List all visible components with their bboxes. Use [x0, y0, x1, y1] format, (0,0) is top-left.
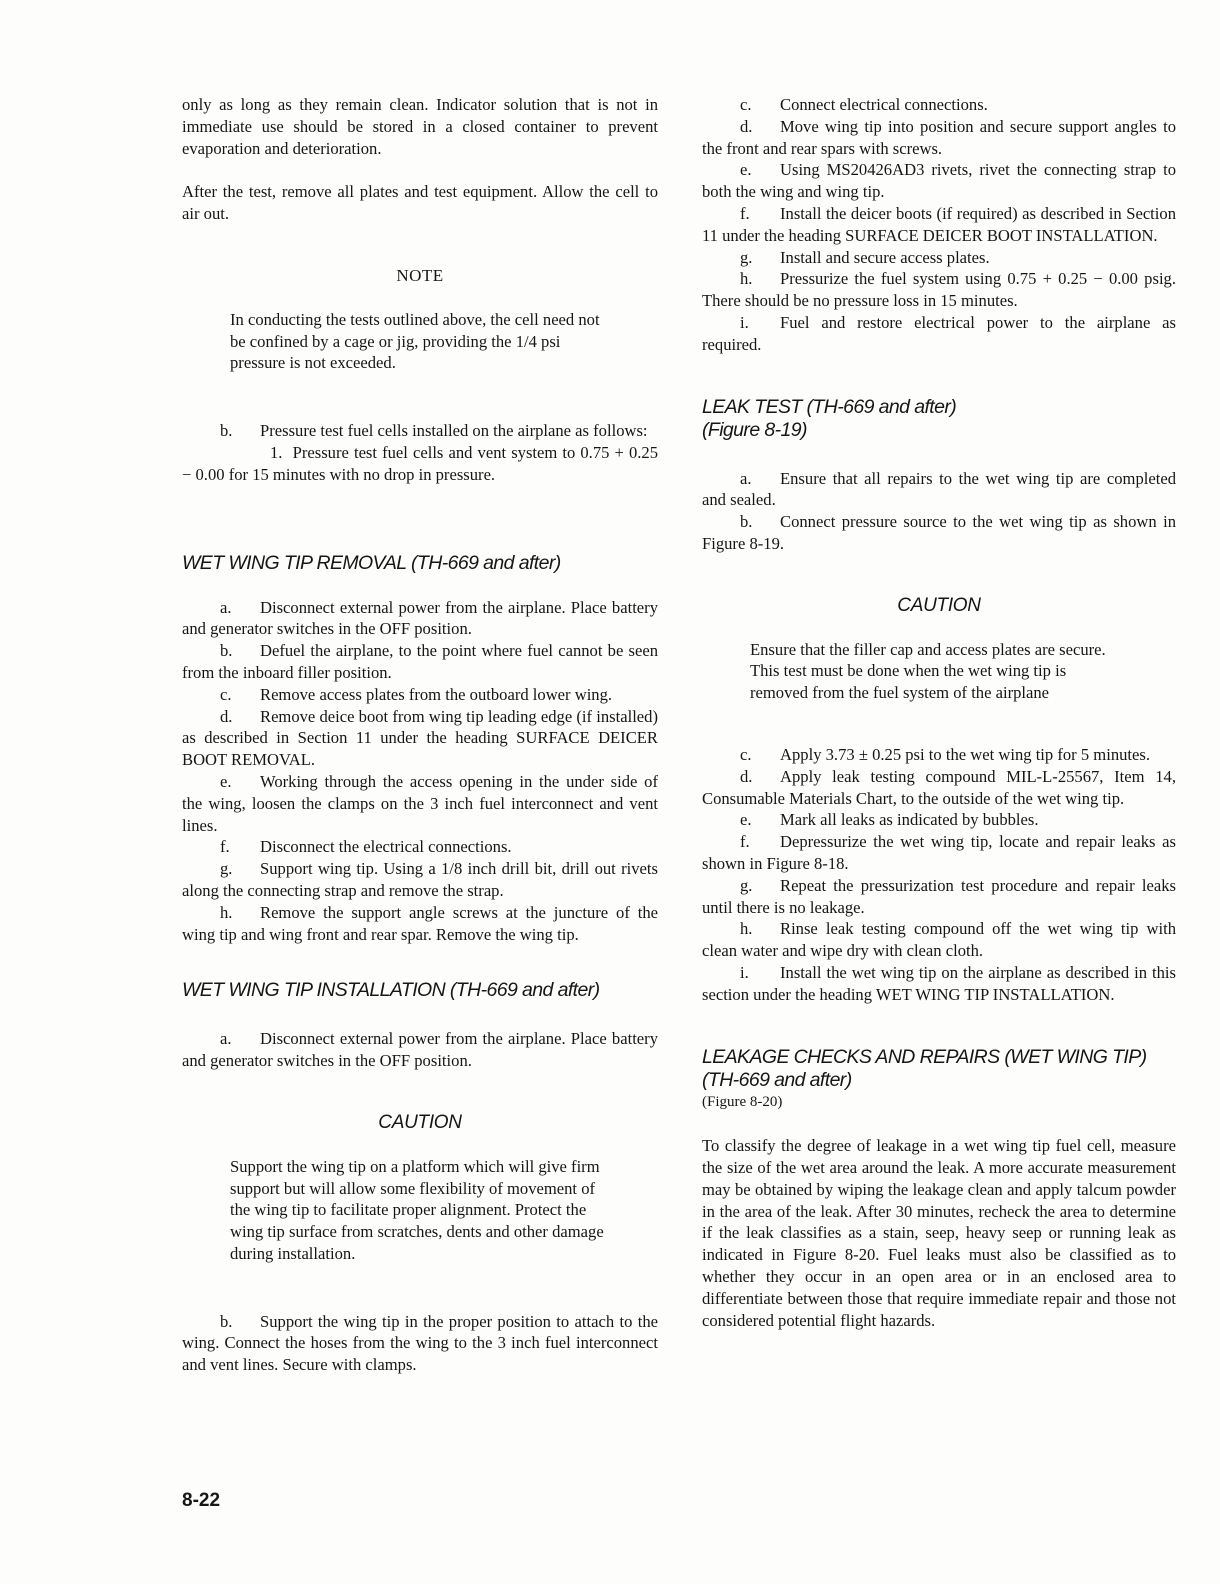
step-text: Move wing tip into position and secure support angles to the front and rear spars with screws. — [702, 116, 1176, 158]
step-label: b. — [220, 641, 233, 661]
leakage-paragraph: To classify the degree of leakage in a wet wing tip fuel cell, measure the size of the wet area around the leak. A more accurate measurement may be obtained by wiping the leakage clean and apply talcum powder in the area of the leak. After 30 minutes, recheck the area to determine if the leak classifies as a stain, seep, heavy seep or running leak as indicated in Figure 8-20. Fuel leaks must also be classified as to whether they occur in an open area or in an enclosed area to differentiate between those that require immediate repair and those not considered potential flight hazards. — [702, 1136, 1176, 1330]
step-text: Remove the support angle screws at the juncture of the wing tip and wing front and rear spar. Remove the wing tip. — [182, 902, 658, 944]
step-label: h. — [740, 269, 753, 289]
step-label: f. — [220, 837, 230, 857]
step-text: Support wing tip. Using a 1/8 inch drill bit, drill out rivets along the connecting strap and remove the strap. — [182, 859, 658, 900]
removal-step-d — [182, 706, 658, 771]
caution-body: Ensure that the filler cap and access plates are secure. This test must be done when the wet wing tip is removed from the fuel system of the airplane — [750, 639, 1106, 703]
page-number: 8-22 — [182, 1490, 221, 1511]
step-label: d. — [740, 116, 753, 136]
leak-test-figure-ref: (Figure 8-19) — [702, 418, 807, 441]
install-step-a — [182, 1028, 658, 1072]
step-text: Using MS20426AD3 rivets, rivet the connecting strap to both the wing and wing tip. — [702, 160, 1176, 202]
step-text: Working through the access opening in the under side of the wing, loosen the clamps on the 3 inch fuel interconnect and vent lines. — [182, 771, 658, 835]
step-label: a. — [220, 597, 232, 617]
step-text: Rinse leak testing compound off the wet wing tip with clean water and wipe dry with clean cloth. — [702, 919, 1176, 961]
step-text: Fuel and restore electrical power to the airplane as required. — [702, 312, 1176, 354]
step-text: Remove deice boot from wing tip leading edge (if installed) as described in Section 11 under the heading SURFACE DEICER BOOT REMOVAL. — [182, 706, 658, 770]
removal-step-e — [182, 771, 658, 836]
note-body: In conducting the tests outlined above, the cell need not be confined by a cage or jig, providing the 1/4 psi pressure is not exceeded. — [230, 309, 600, 373]
leak-step-i — [702, 962, 1176, 1006]
step-label: f. — [740, 203, 750, 223]
caution-heading: CAUTION — [378, 1111, 462, 1133]
leak-step-g — [702, 875, 1176, 919]
step-label: c. — [220, 684, 232, 704]
install-step-e — [702, 159, 1176, 203]
removal-step-h — [182, 902, 658, 946]
step-text: Defuel the airplane, to the point where fuel cannot be seen from the inboard filler position. — [182, 641, 658, 682]
leak-step-d — [702, 766, 1176, 810]
step-text: Remove access plates from the outboard lower wing. — [260, 684, 613, 704]
step-label: b. — [740, 512, 753, 532]
step-text: Ensure that all repairs to the wet wing tip are completed and sealed. — [702, 468, 1176, 510]
leakage-checks-heading: LEAKAGE CHECKS AND REPAIRS (WET WING TIP) — [702, 1045, 1147, 1068]
caution-heading: CAUTION — [897, 594, 981, 616]
continued-paragraph: only as long as they remain clean. Indicator solution that is not in immediate use should be stored in a closed container to prevent evaporation and deterioration. — [182, 95, 658, 158]
left-column — [182, 94, 658, 1376]
install-steps-continued — [702, 94, 1176, 356]
leak-step-c — [702, 744, 1176, 766]
install-step-h — [702, 268, 1176, 312]
install-step-c — [702, 94, 1176, 116]
step-label: e. — [740, 160, 752, 180]
step-label: e. — [740, 810, 752, 830]
step-label: g. — [740, 247, 753, 267]
removal-step-f — [182, 836, 658, 858]
step-text: Repeat the pressurization test procedure and repair leaks until there is no leakage. — [702, 875, 1176, 917]
step-text: Install and secure access plates. — [780, 247, 990, 267]
step-text: Apply leak testing compound MIL-L-25567, Item 14, Consumable Materials Chart, to the outside of the wet wing tip. — [702, 766, 1176, 808]
removal-heading: WET WING TIP REMOVAL (TH-669 and after) — [182, 551, 561, 574]
step-label: b. — [220, 421, 233, 441]
leak-step-f — [702, 831, 1176, 875]
removal-step-c — [182, 684, 658, 706]
step-label: g. — [220, 859, 233, 879]
step-text: Install the wet wing tip on the airplane as described in this section under the heading WET WING TIP INSTALLATION. — [702, 962, 1176, 1004]
leak-step-b — [702, 511, 1176, 555]
step-text: Apply 3.73 ± 0.25 psi to the wet wing tip for 5 minutes. — [780, 744, 1150, 764]
step-text: Support the wing tip in the proper position to attach to the wing. Connect the hoses from the wing to the 3 inch fuel interconnect and vent lines. Secure with clamps. — [182, 1311, 658, 1375]
substep-label: 1. — [270, 442, 283, 462]
step-label: f. — [740, 832, 750, 852]
step-text: Depressurize the wet wing tip, locate and repair leaks as shown in Figure 8-18. — [702, 832, 1176, 873]
step-label: c. — [740, 95, 752, 114]
install-step-d — [702, 116, 1176, 160]
leak-step-e — [702, 809, 1176, 831]
leak-step-a — [702, 468, 1176, 512]
removal-step-a — [182, 597, 658, 641]
leak-test-heading: LEAK TEST (TH-669 and after) — [702, 395, 957, 418]
installation-heading: WET WING TIP INSTALLATION (TH-669 and after) — [182, 979, 600, 1002]
step-label: c. — [740, 744, 752, 764]
step-label: h. — [740, 919, 753, 939]
leak-step-h — [702, 918, 1176, 962]
step-text: Pressurize the fuel system using 0.75 + 0.25 − 0.00 psig. There should be no pressure loss in 15 minutes. — [702, 269, 1176, 311]
step-label: d. — [740, 766, 753, 786]
step-label: a. — [220, 1029, 232, 1049]
removal-step-g — [182, 858, 658, 902]
leak-steps-part1 — [702, 468, 1176, 555]
step-label: a. — [740, 468, 752, 488]
step-text: Connect electrical connections. — [780, 95, 988, 114]
step-label: b. — [220, 1311, 233, 1331]
substep-text: Pressure test fuel cells and vent system to 0.75 + 0.25 − 0.00 for 15 minutes with no drop in pressure. — [182, 442, 658, 484]
leak-steps-part2 — [702, 744, 1176, 1006]
install-step-f — [702, 203, 1176, 247]
substep-1 — [182, 442, 658, 486]
step-b-pressure-test — [182, 420, 658, 442]
right-column — [702, 94, 1176, 1331]
step-label: i. — [740, 962, 749, 982]
step-label: i. — [740, 312, 749, 332]
removal-step-b — [182, 640, 658, 684]
leakage-checks-subheading: (TH-669 and after) — [702, 1068, 852, 1091]
leakage-figure-ref: (Figure 8-20) — [702, 1093, 783, 1110]
step-label: e. — [220, 771, 232, 791]
note-heading: NOTE — [396, 265, 444, 285]
install-step-i — [702, 312, 1176, 356]
step-label: d. — [220, 706, 233, 726]
caution-body: Support the wing tip on a platform which will give firm support but will allow some flexibility of movement of the wing tip to facilitate proper alignment. Protect the wing tip surface from scratches, dents and other damage during installation. — [230, 1156, 604, 1263]
step-text: Pressure test fuel cells installed on the airplane as follows: — [260, 421, 648, 441]
step-label: h. — [220, 902, 233, 922]
step-text: Mark all leaks as indicated by bubbles. — [780, 810, 1039, 830]
step-text: Disconnect external power from the airplane. Place battery and generator switches in the OFF position. — [182, 597, 658, 639]
install-step-g — [702, 247, 1176, 269]
step-text: Disconnect external power from the airplane. Place battery and generator switches in the OFF position. — [182, 1029, 658, 1071]
step-label: g. — [740, 875, 753, 895]
removal-steps — [182, 597, 658, 946]
step-text: Connect pressure source to the wet wing tip as shown in Figure 8-19. — [702, 512, 1176, 553]
install-step-b — [182, 1311, 658, 1376]
step-text: Install the deicer boots (if required) as described in Section 11 under the heading SURFACE DEICER BOOT INSTALLATION. — [702, 203, 1176, 245]
after-test-paragraph: After the test, remove all plates and test equipment. Allow the cell to air out. — [182, 182, 658, 224]
step-text: Disconnect the electrical connections. — [260, 837, 512, 857]
